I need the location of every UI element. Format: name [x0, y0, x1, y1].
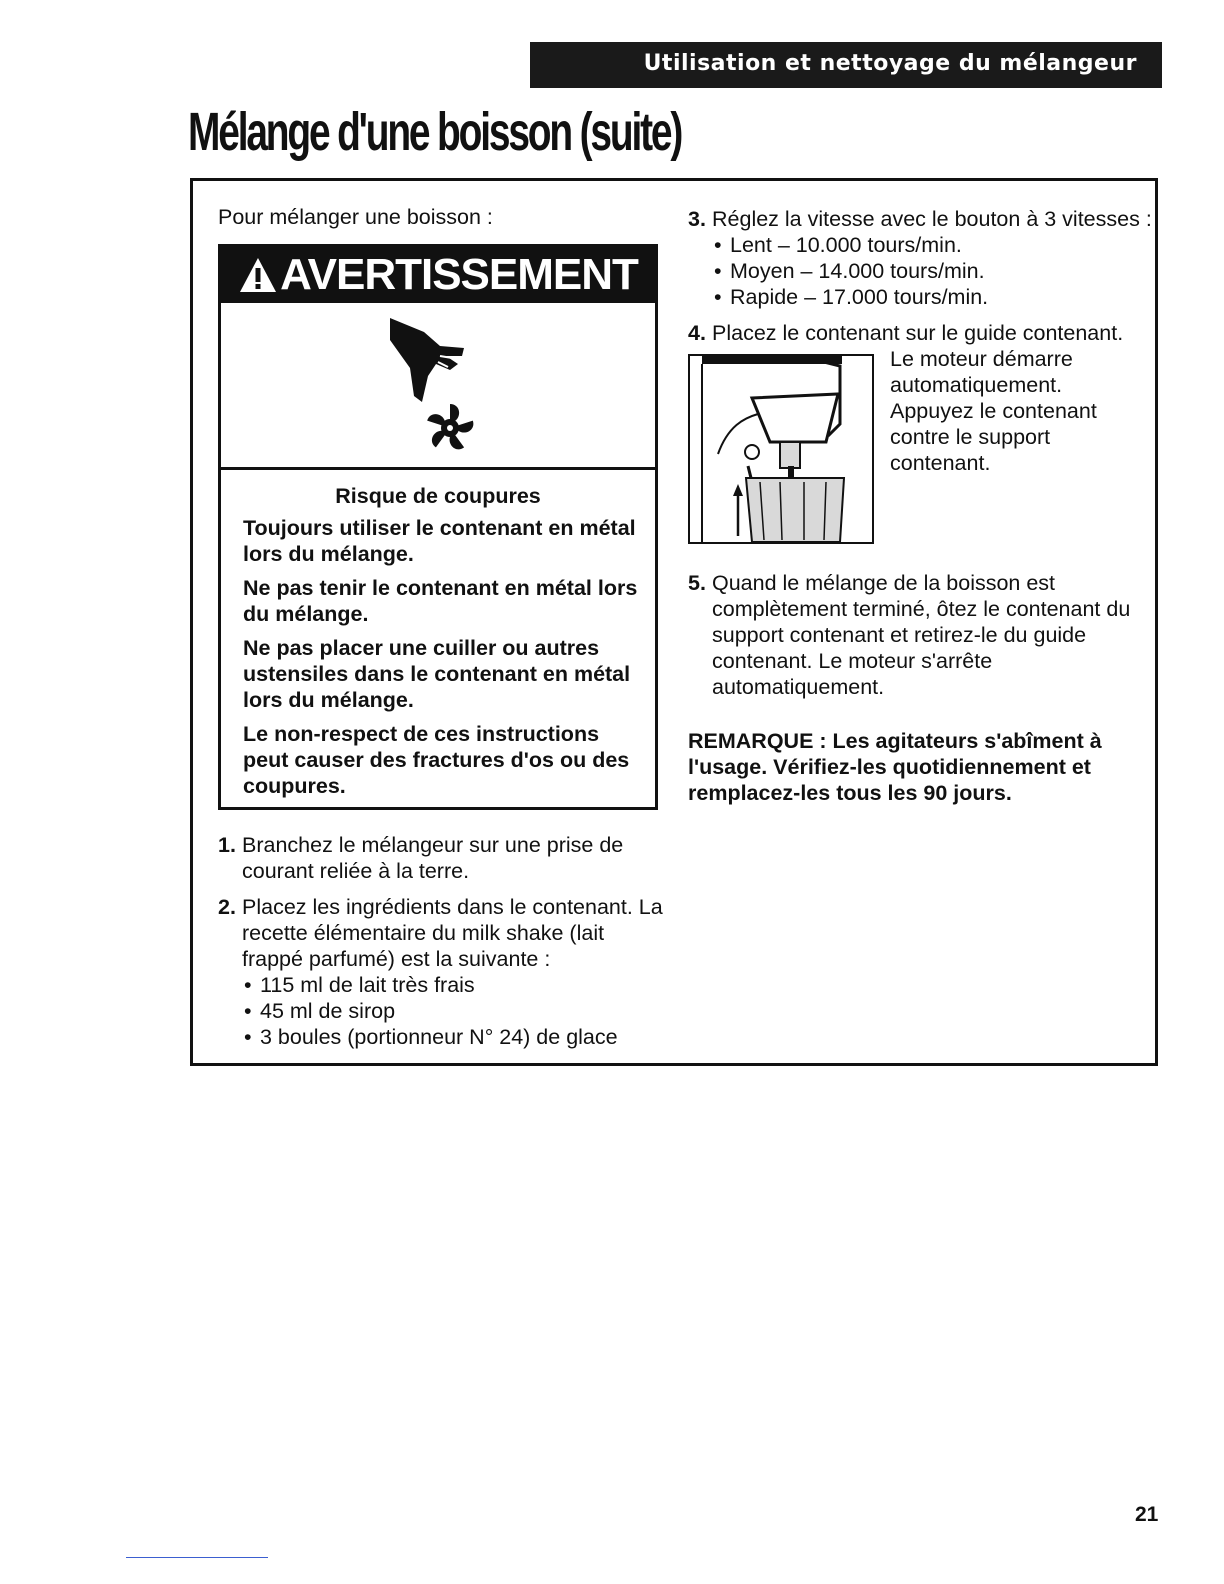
warning-line: Ne pas tenir le contenant en métal lors du mélange. — [243, 576, 638, 626]
remark-note: REMARQUE : Les agitateurs s'abîment à l'usage. Vérifiez-les quotidiennement et remplacez-les tous les 90 jours. — [688, 729, 1102, 805]
speed-list — [712, 232, 1158, 310]
step-number: 2. — [218, 895, 236, 919]
step-2 — [218, 894, 668, 1050]
warning-line: Le non-respect de ces instructions peut causer des fractures d'os ou des coupures. — [243, 722, 630, 798]
list-item: • Rapide – 17.000 tours/min. — [712, 284, 1158, 310]
warning-line: Ne pas placer une cuiller ou autres ustensiles dans le contenant en métal lors du mélange. — [243, 636, 631, 712]
warning-box — [218, 244, 658, 810]
hazard-pictogram-area — [221, 303, 655, 470]
section-title: Utilisation et nettoyage du mélangeur — [643, 51, 1137, 76]
step-text: Placez le contenant sur le guide contenant. — [712, 321, 1124, 345]
step-4-detail: Le moteur démarre automatiquement. Appuyez le contenant contre le support contenant. — [890, 347, 1097, 475]
step-number: 3. — [688, 207, 706, 231]
list-item: • Moyen – 14.000 tours/min. — [712, 258, 1158, 284]
list-item: • 3 boules (portionneur N° 24) de glace — [242, 1024, 668, 1050]
list-item: • 45 ml de sirop — [242, 998, 668, 1024]
list-item: • 115 ml de lait très frais — [242, 972, 668, 998]
warning-signal-word: AVERTISSEMENT — [280, 250, 638, 299]
step-text: Branchez le mélangeur sur une prise de courant reliée à la terre. — [242, 833, 624, 883]
page-number: 21 — [1135, 1503, 1159, 1526]
list-item: • Lent – 10.000 tours/min. — [712, 232, 1158, 258]
steps-list-left — [218, 832, 668, 1060]
steps-list-right — [688, 206, 1158, 710]
ingredient-list — [242, 972, 668, 1050]
footer-rule — [126, 1557, 268, 1558]
step-1 — [218, 832, 668, 884]
step-text: Réglez la vitesse avec le bouton à 3 vitesses : — [712, 207, 1152, 231]
step-4 — [688, 320, 1158, 556]
blender-container-diagram — [688, 354, 874, 544]
page-title: Mélange d'une boisson (suite) — [188, 102, 682, 162]
step-number: 4. — [688, 321, 706, 345]
step-4-body — [688, 346, 1158, 556]
alert-triangle-icon — [238, 256, 278, 294]
step-number: 5. — [688, 571, 706, 595]
hand-blade-hazard-icon — [368, 310, 508, 460]
hazard-title: Risque de coupures — [335, 484, 541, 508]
section-banner — [530, 42, 1162, 88]
step-text: Quand le mélange de la boisson est complètement terminé, ôtez le contenant du support contenant et retirez-le du guide contenant. Le moteur s'arrête automatiquement. — [712, 571, 1131, 699]
step-3 — [688, 206, 1158, 310]
warning-header — [221, 247, 655, 303]
step-5 — [688, 570, 1158, 700]
warning-line: Toujours utiliser le contenant en métal lors du mélange. — [243, 516, 636, 566]
step-number: 1. — [218, 833, 236, 857]
step-text: Placez les ingrédients dans le contenant. La recette élémentaire du milk shake (lait frappé parfumé) est la suivante : — [242, 895, 663, 971]
intro-text: Pour mélanger une boisson : — [218, 205, 493, 229]
